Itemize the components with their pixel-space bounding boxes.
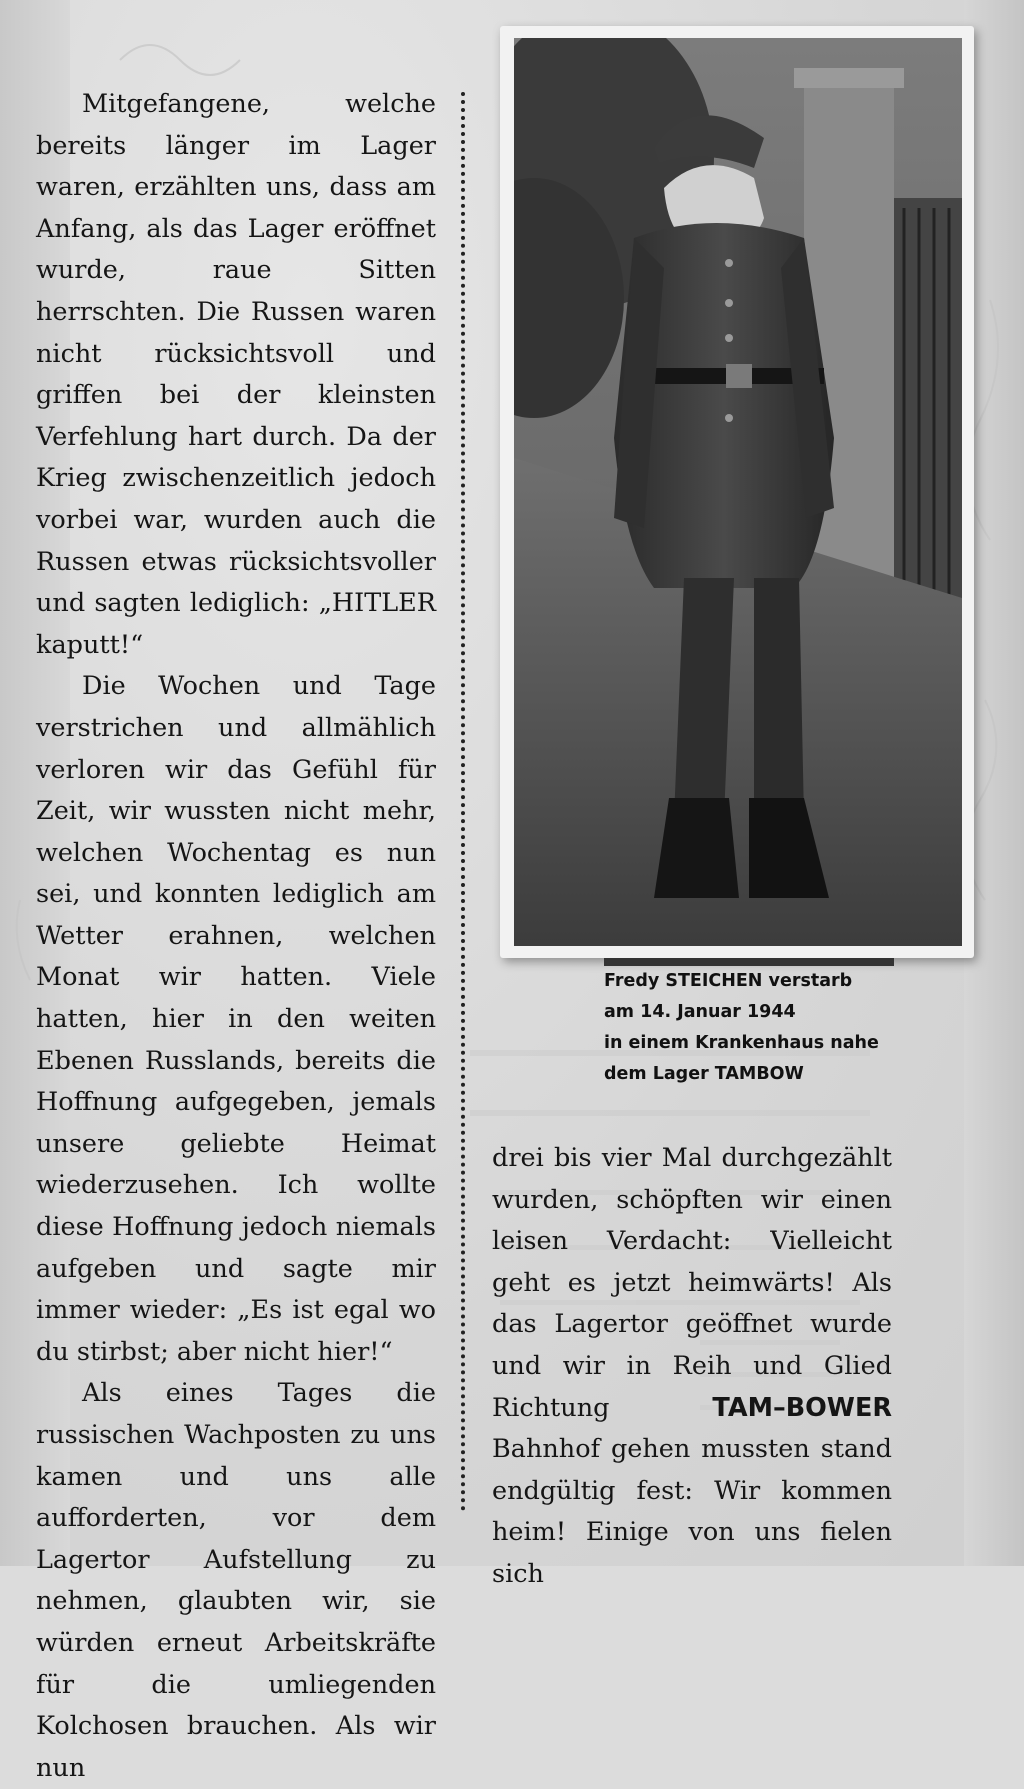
- right-text-column: [492, 1138, 892, 1596]
- soldier-illustration: [514, 38, 962, 946]
- paragraph-2: Die Wochen und Tage verstrichen und allmählich verloren wir das Gefühl für Zeit, wir wussten nicht mehr, welchen Wochentag es nun sei, und konnten lediglich am Wetter erahnen, welchen Monat wir hatten. Viele hatten, hier in den weiten Ebenen Russlands, bereits die Hoffnung aufgegeben, jemals unsere geliebte Heimat wiederzusehen. Ich wollte diese Hoffnung jedoch niemals aufgeben und sagte mir immer wieder: „Es ist egal wo du stirbst; aber nicht hier!“: [36, 671, 436, 1367]
- photo-frame: [500, 26, 974, 958]
- caption-bar: [604, 958, 894, 966]
- left-text-column: [36, 84, 436, 1789]
- column-separator: [461, 92, 465, 1512]
- paragraph-3: Als eines Tages die russischen Wachposten zu uns kamen und uns alle aufforderten, vor dem Lagertor Aufstellung zu nehmen, glaubten wir, sie würden erneut Arbeitskräfte für die umliegenden Kolchosen brauchen. Als wir nun: [36, 1378, 436, 1783]
- paragraph-1: Mitgefangene, welche bereits länger im Lager waren, erzählten uns, dass am Anfang, als das Lager eröffnet wurde, raue Sitten herrschten. Die Russen waren nicht rücksichtsvoll und griffen bei der kleinsten Verfehlung hart durch. Da der Krieg zwischenzeitlich jedoch vorbei war, wurden auch die Russen etwas rücksichtsvoller und sagten lediglich: „HITLER kaputt!“: [36, 89, 436, 660]
- right-text-after: Bahnhof gehen mussten stand endgültig fest: Wir kommen heim! Einige von uns fielen sich: [492, 1434, 892, 1589]
- photo-caption: Fredy STEICHEN verstarb am 14. Januar 1944 in einem Krankenhaus nahe dem Lager TAMBOW: [604, 971, 879, 1084]
- right-paragraph: [492, 1138, 892, 1596]
- station-name: TAM–BOWER: [712, 1392, 892, 1423]
- right-text-before: drei bis vier Mal durchgezählt wurden, schöpften wir einen leisen Verdacht: Vielleicht geht es jetzt heimwärts! Als das Lagertor geöffnet wurde und wir in Reih und Glied Richtung: [492, 1143, 892, 1423]
- soldier-photo: [514, 38, 962, 946]
